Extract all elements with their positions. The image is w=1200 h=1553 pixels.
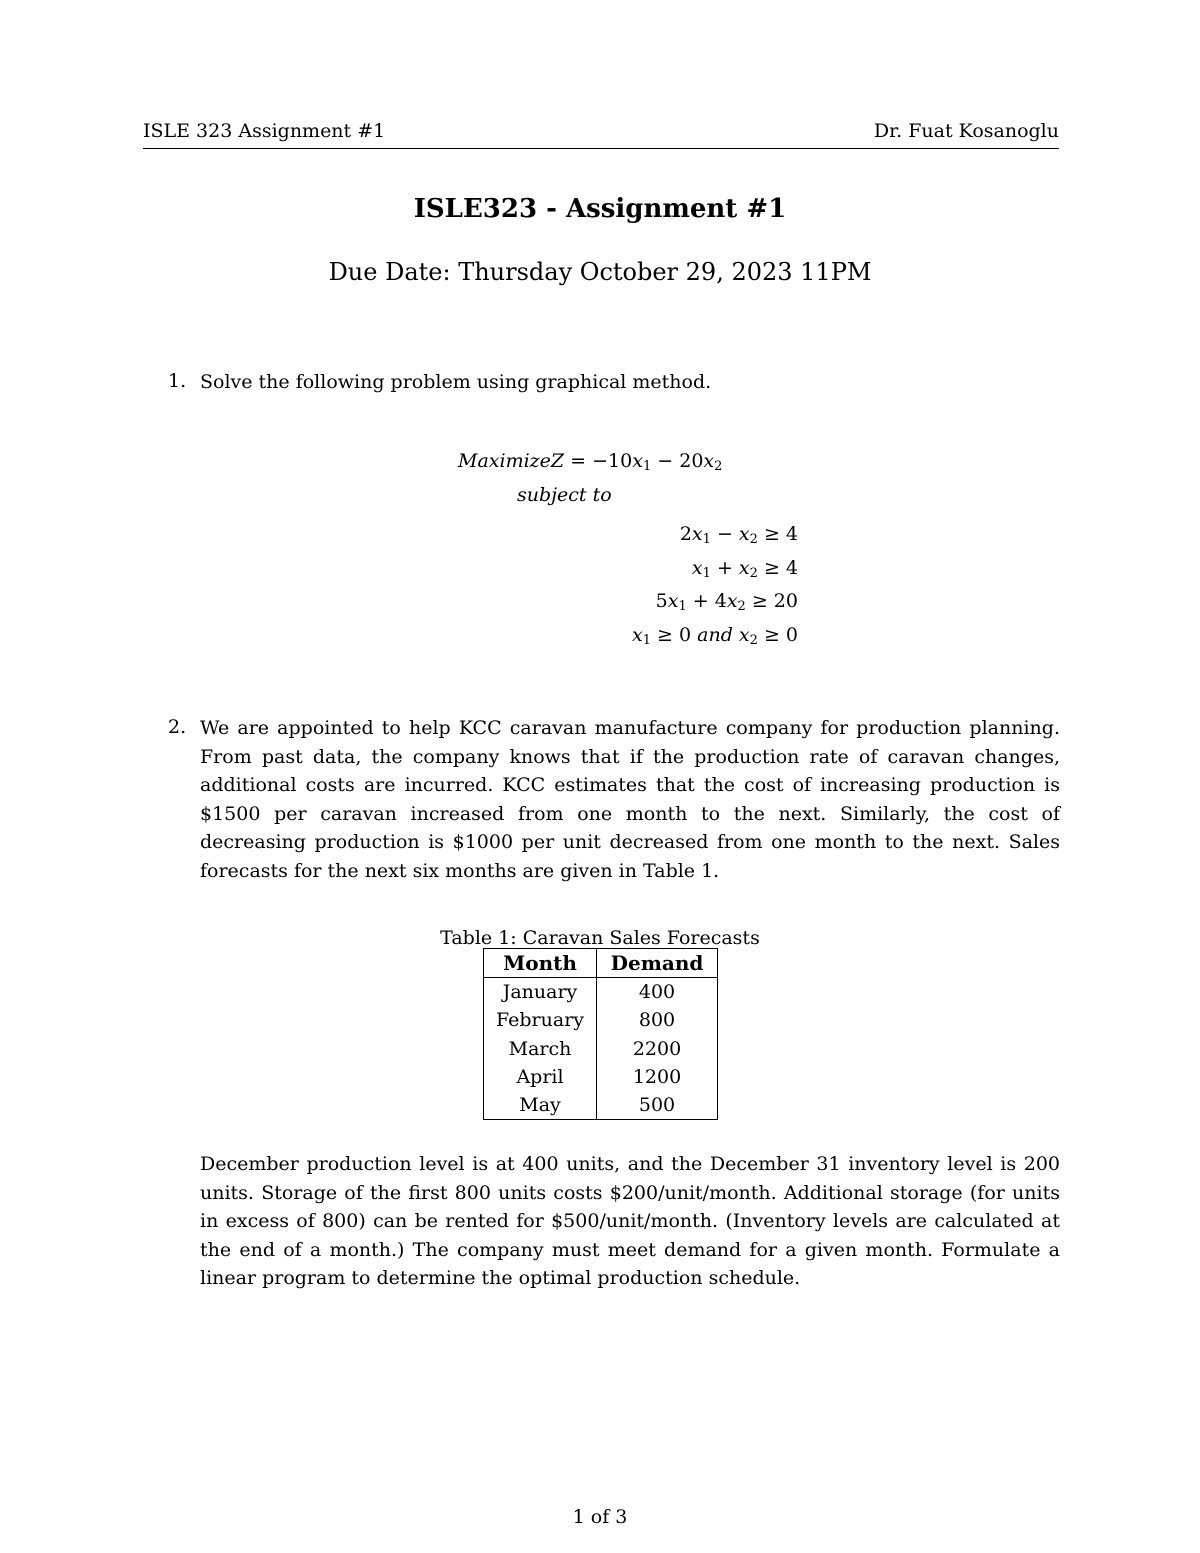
cell-month: May	[484, 1091, 597, 1120]
constraint-1: $2x_1 - x_2 \ge 4$	[679, 523, 798, 547]
cell-demand: 500	[597, 1091, 718, 1120]
cell-demand: 800	[597, 1006, 718, 1034]
header-author: Dr. Fuat Kosanoglu	[873, 120, 1059, 142]
subject-to-label: subject to	[517, 484, 612, 506]
constraint-3: $5x_1 + 4x_2 \ge 20$	[655, 590, 798, 614]
question-2-text-continued: December production level is at 400 units, and the December 31 inventory level is 200 units. Storage of the first 800 units costs $200/unit/month. Additional storage (for units in excess of 800) can be rented for $500/unit/month. (Inventory levels are calculated at the end of a month.) The company must meet demand for a given month. Formulate a linear program to determine the optimal production schedule.	[200, 1153, 1060, 1289]
cell-month: February	[484, 1006, 597, 1034]
cell-month: April	[484, 1063, 597, 1091]
question-2-number: 2.	[168, 716, 187, 738]
table-row	[484, 1006, 718, 1034]
header-month: Month	[484, 949, 597, 978]
cell-month: March	[484, 1035, 597, 1063]
table-row	[484, 1035, 718, 1063]
table-header-row	[484, 949, 718, 978]
objective-function: MaximizeZ = $-10x_1 - 20x_2$	[458, 450, 723, 474]
page-number: 1 of 3	[572, 1506, 628, 1528]
cell-demand: 400	[597, 978, 718, 1007]
header-course: ISLE 323 Assignment #1	[143, 120, 386, 142]
question-1-number: 1.	[168, 370, 187, 392]
cell-month: January	[484, 978, 597, 1007]
page-title: ISLE323 - Assignment #1	[413, 194, 787, 224]
constraints-block	[632, 518, 798, 652]
table-row	[484, 1091, 718, 1120]
table-row	[484, 978, 718, 1007]
sales-forecast-table	[483, 948, 718, 1120]
cell-demand: 1200	[597, 1063, 718, 1091]
due-date: Due Date: Thursday October 29, 2023 11PM	[328, 258, 872, 286]
table-row	[484, 1063, 718, 1091]
header-demand: Demand	[597, 949, 718, 978]
question-2-text: We are appointed to help KCC caravan manufacture company for production planning. From past data, the company knows that if the production rate of caravan changes, additional costs are incurred. KCC estimates that the cost of increasing production is $1500 per caravan increased from one month to the next. Similarly, the cost of decreasing production is $1000 per unit decreased from one month to the next. Sales forecasts for the next six months are given in Table 1.	[200, 717, 1060, 882]
constraint-nonnegativity: $x_1 \ge 0$ and $x_2 \ge 0$	[631, 623, 798, 648]
running-header	[143, 118, 1059, 149]
table-caption: Table 1: Caravan Sales Forecasts	[440, 927, 760, 949]
constraint-2: $x_1 + x_2 \ge 4$	[691, 556, 798, 581]
question-1-text: Solve the following problem using graphical method.	[200, 371, 712, 393]
cell-demand: 2200	[597, 1035, 718, 1063]
